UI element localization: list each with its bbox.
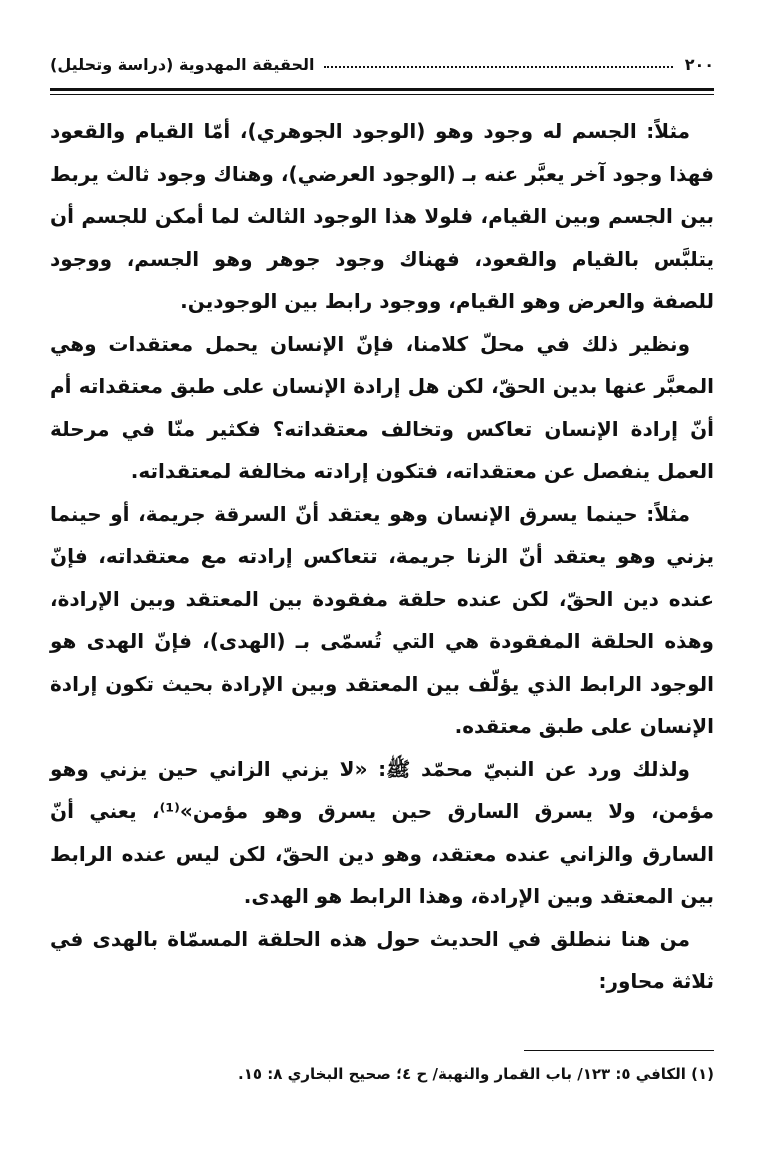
page-header [50,50,714,78]
body-text [50,110,714,1003]
header-leader-dots [324,66,672,68]
footnote: (١) الكافي ٥: ١٢٣/ باب القمار والنهبة/ ح ٤؛ صحيح البخاري ٨: ١٥. [238,1065,714,1083]
paragraph: مثلاً: الجسم له وجود وهو (الوجود الجوهري)، أمّا القيام والقعود فهذا وجود آخر يعبَّر عنه بـ (الوجود العرضي)، وهناك وجود ثالث يربط بين الجسم وبين القيام، فلولا هذا الوجود الثالث لما أمكن للجسم أن يتلبَّس بالقيام والقعود، فهناك وجود جوهر وهو الجسم، ووجود للصفة والعرض وهو القيام، ووجود رابط بين الوجودين. [50,119,714,313]
book-page [50,40,714,1120]
running-title: الحقيقة المهدوية (دراسة وتحليل) [50,54,315,74]
paragraph: ونظير ذلك في محلّ كلامنا، فإنّ الإنسان يحمل معتقدات وهي المعبَّر عنها بدين الحقّ، لكن هل إرادة الإنسان على طبق معتقداته أم أنّ إرادة الإنسان تعاكس وتخالف معتقداته؟ فكثير منّا في مرحلة العمل ينفصل عن معتقداته، فتكون إرادته مخالفة لمعتقداته. [50,331,714,483]
header-rule-thin [50,94,714,95]
footnote-rule [524,1050,714,1051]
header-rule [50,88,714,91]
paragraph: مثلاً: حينما يسرق الإنسان وهو يعتقد أنّ السرقة جريمة، أو حينما يزني وهو يعتقد أنّ الزنا جريمة، تتعاكس إرادته مع معتقداته، فإنّ عنده دين الحقّ، لكن عنده حلقة مفقودة بين المعتقد وبين الإرادة، وهذه الحلقة المفقودة هي التي تُسمّى بـ (الهدى)، فإنّ الهدى هو الوجود الرابط الذي يؤلّف بين المعتقد وبين الإرادة بحيث تكون إرادة الإنسان على طبق معتقده. [50,501,714,738]
paragraph: ولذلك ورد عن النبيّ محمّد ﷺ: «لا يزني الزاني حين يزني وهو مؤمن، ولا يسرق السارق حين يسرق وهو مؤمن»⁽¹⁾، يعني أنّ السارق والزاني عنده معتقد، وهو دين الحقّ، لكن ليس عنده الرابط بين المعتقد وبين الإرادة، وهذا الرابط هو الهدى. [50,756,714,908]
paragraph: من هنا ننطلق في الحديث حول هذه الحلقة المسمّاة بالهدى في ثلاثة محاور: [50,926,714,993]
page-number: ٢٠٠ [684,54,714,74]
